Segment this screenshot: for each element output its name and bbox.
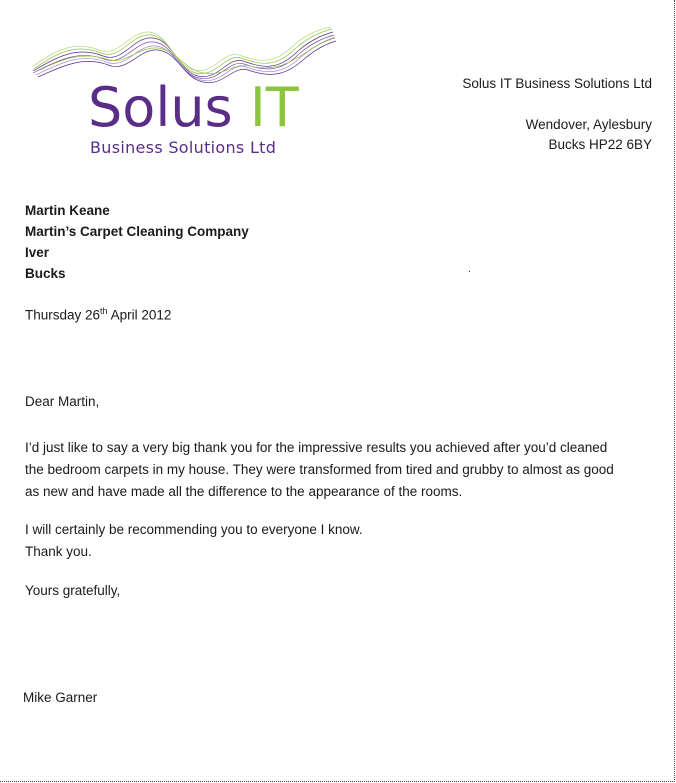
logo-name: Solus — [88, 76, 233, 139]
recipient-county: Bucks — [25, 266, 66, 281]
body-line: as new and have made all the difference to the appearance of the rooms. — [25, 484, 463, 499]
recipient-town: Iver — [25, 245, 50, 260]
recipient-company: Martin’s Carpet Cleaning Company — [25, 224, 249, 239]
closing: Yours gratefully, — [25, 583, 121, 598]
logo-accent: IT — [249, 76, 299, 139]
sender-company: Solus IT Business Solutions Ltd — [462, 76, 652, 91]
logo-wordmark — [88, 78, 299, 138]
salutation: Dear Martin, — [25, 394, 100, 409]
date-rest: April 2012 — [107, 307, 172, 323]
date-suffix: th — [100, 306, 108, 316]
recommend-paragraph — [25, 519, 363, 563]
body-line: the bedroom carpets in my house. They were transformed from tired and grubby to almost as good — [25, 462, 614, 477]
letter-date — [25, 306, 171, 323]
date-prefix: Thursday 26 — [25, 307, 101, 323]
body-paragraph — [25, 437, 645, 503]
stray-mark: . — [468, 264, 471, 275]
sender-address-line1: Wendover, Aylesbury — [525, 117, 652, 132]
thank-you-line: Thank you. — [25, 544, 92, 559]
signature-name: Mike Garner — [23, 690, 98, 705]
recipient-name: Martin Keane — [25, 203, 110, 218]
body-line: I’d just like to say a very big thank you for the impressive results you achieved after you’d cleaned — [25, 440, 608, 455]
sender-address — [462, 74, 652, 155]
sender-address-line2: Bucks HP22 6BY — [548, 137, 652, 152]
recommend-line: I will certainly be recommending you to everyone I know. — [25, 522, 363, 537]
recipient-address — [25, 200, 249, 284]
logo-subtitle: Business Solutions Ltd — [90, 138, 277, 157]
